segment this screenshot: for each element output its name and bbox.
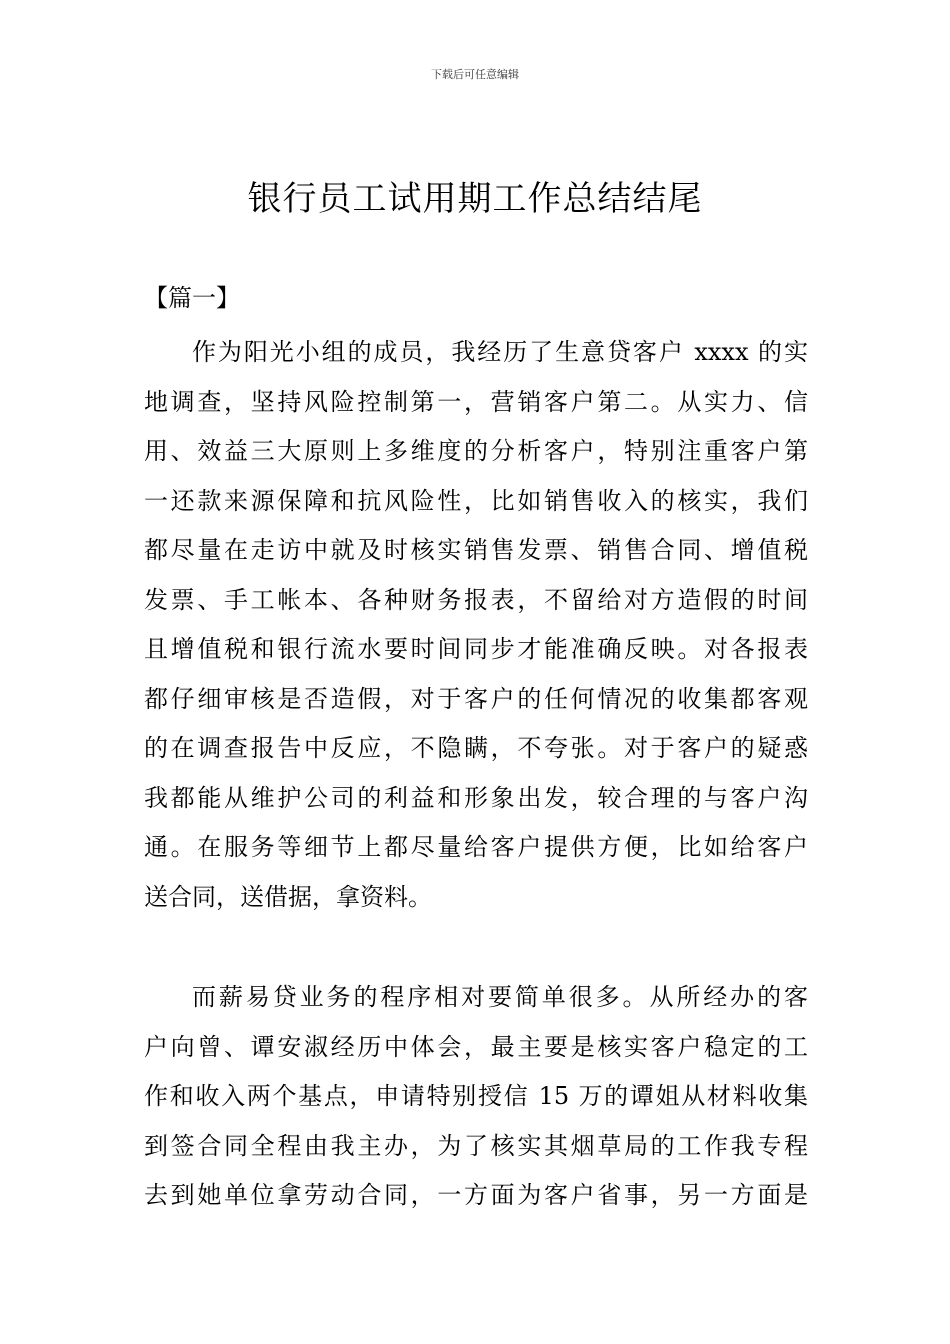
document-title: 银行员工试用期工作总结结尾	[247, 179, 703, 219]
paragraph-line: 用、效益三大原则上多维度的分析客户，特别注重客户第	[144, 437, 808, 465]
paragraph-2	[144, 973, 808, 1221]
paragraph-line: 一还款来源保障和抗风险性，比如销售收入的核实，我们	[144, 486, 808, 515]
paragraph-line: 地调查，坚持风险控制第一，营销客户第二。从实力、信	[144, 387, 808, 416]
paragraph-line: 都仔细审核是否造假，对于客户的任何情况的收集都客观	[144, 684, 808, 713]
paragraph-line: 到签合同全程由我主办，为了核实其烟草局的工作我专程	[144, 1131, 808, 1160]
paragraph-line: 作为阳光小组的成员，我经历了生意贷客户 xxxx 的实	[192, 338, 808, 366]
paragraph-line: 发票、手工帐本、各种财务报表，不留给对方造假的时间	[144, 585, 808, 614]
paragraph-line: 我都能从维护公司的利益和形象出发，较合理的与客户沟	[144, 783, 808, 812]
paragraph-line: 作和收入两个基点，申请特别授信 15 万的谭姐从材料收集	[144, 1082, 808, 1110]
section-heading: 【篇一】	[144, 284, 240, 312]
paragraph-line: 而薪易贷业务的程序相对要简单很多。从所经办的客	[192, 983, 808, 1011]
paragraph-line: 户向曾、谭安淑经历中体会，最主要是核实客户稳定的工	[144, 1032, 808, 1061]
paragraph-line: 送合同，送借据，拿资料。	[144, 882, 432, 911]
paragraph-line: 且增值税和银行流水要时间同步才能准确反映。对各报表	[144, 635, 808, 663]
paragraph-line: 的在调查报告中反应，不隐瞒，不夸张。对于客户的疑惑	[144, 734, 808, 762]
paragraph-line: 去到她单位拿劳动合同，一方面为客户省事，另一方面是	[144, 1181, 808, 1209]
header-note: 下载后可任意编辑	[431, 68, 519, 81]
paragraph-1	[144, 328, 808, 922]
paragraph-line: 通。在服务等细节上都尽量给客户提供方便，比如给客户	[144, 833, 808, 861]
paragraph-line: 都尽量在走访中就及时核实销售发票、销售合同、增值税	[144, 536, 808, 564]
